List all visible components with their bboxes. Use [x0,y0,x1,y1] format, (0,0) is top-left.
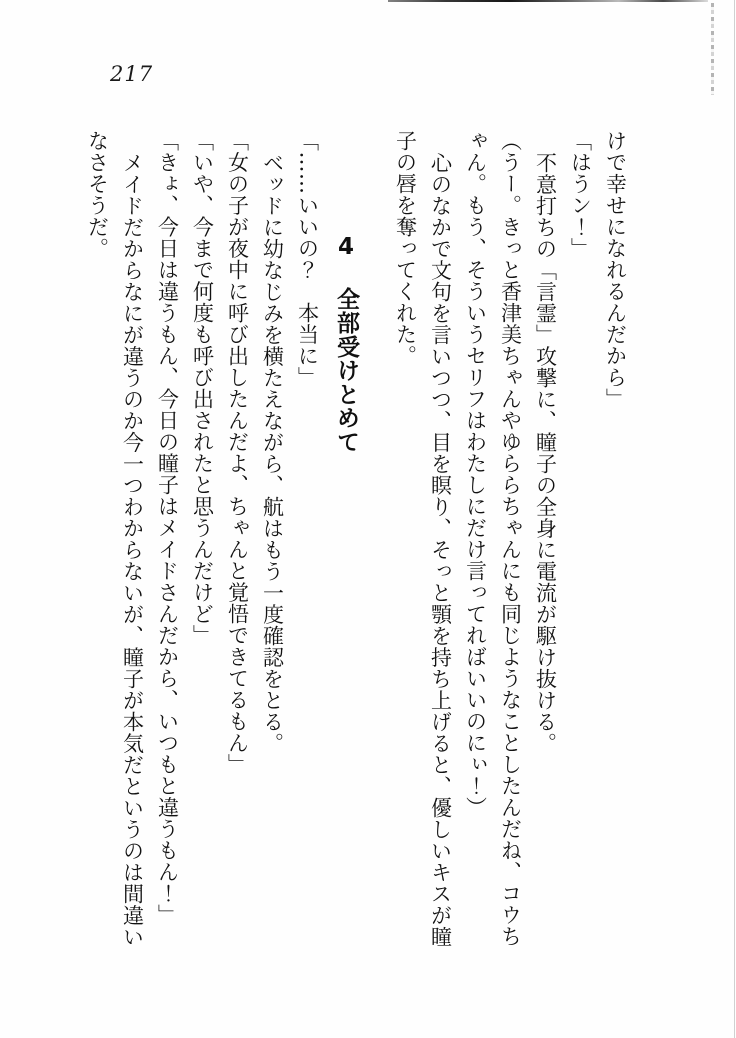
chapter-number: 4 [333,234,359,260]
text-line: 心のなかで文句を言いつつ、目を瞑り、そっと顎を持ち上げると、優しいキスが瞳 [428,152,453,948]
text-line: 「……いいの？ 本当に」 [295,130,320,388]
text-line: 子の唇を奪ってくれた。 [393,130,418,367]
text-line: 「はうン！」 [568,130,593,259]
chapter-title: 全部受けとめて [333,287,359,454]
scan-artifact-dash-line [711,3,714,95]
scan-artifact-top-line [388,0,708,2]
text-line: ゃん。もう、そういうセリフはわたしにだけ言ってればいいのにぃ！） [463,130,488,818]
text-line: けで幸せになれるんだから」 [603,130,628,410]
text-line: ベッドに幼なじみを横たえながら、航はもう一度確認をとる。 [260,152,285,754]
text-line: 「女の子が夜中に呼び出したんだよ、ちゃんと覚悟できてるもん」 [225,130,250,775]
text-line: 「きょ、今日は違うもん、今日の瞳子はメイドさんだから、いつもと違うもん！」 [155,130,180,926]
text-line: （うー。きっと香津美ちゃんやゆららちゃんにも同じようなことしたんだね、コウち [498,130,523,947]
page-number: 217 [110,62,154,86]
text-line: 「いや、今まで何度も呼び出されたと思うんだけど」 [190,130,215,646]
scan-artifact-edge-line [734,0,735,1038]
text-line: 不意打ちの「言霊」攻撃に、瞳子の全身に電流が駆け抜ける。 [533,152,558,754]
chapter-heading [325,234,367,454]
text-line: メイドだからなにが違うのか今一つわからないが、瞳子が本気だというのは間違い [120,152,145,948]
text-line: なさそうだ。 [85,130,110,259]
